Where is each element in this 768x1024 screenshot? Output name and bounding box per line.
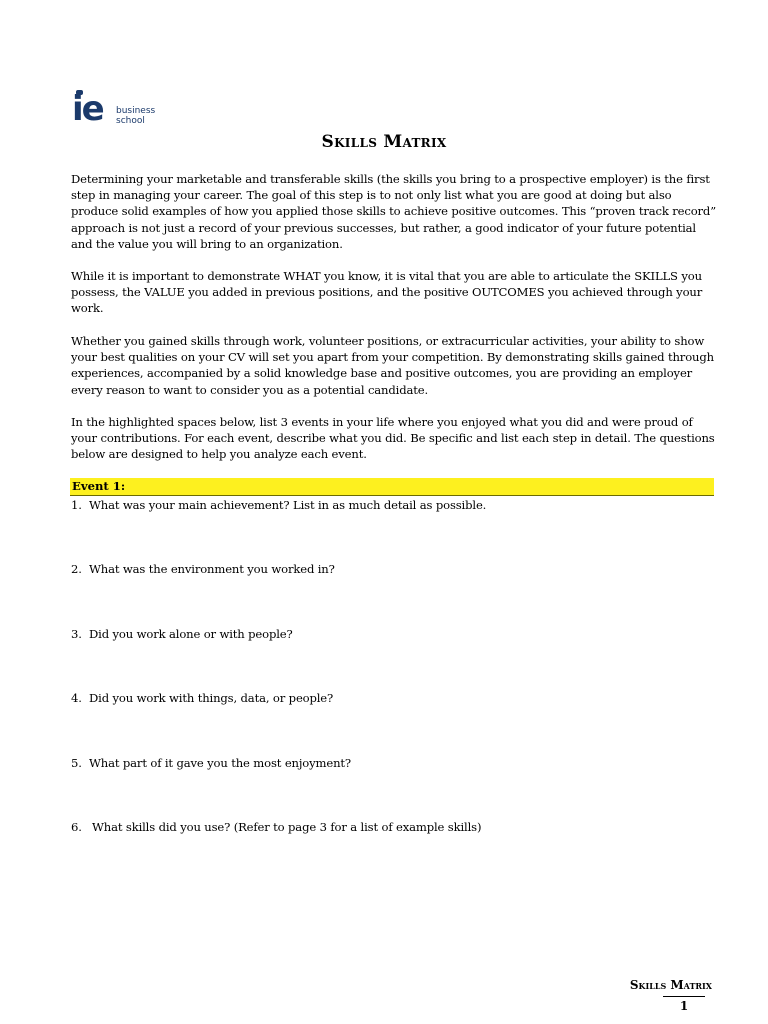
question-3 bbox=[71, 626, 293, 642]
page-title: Skills Matrix bbox=[321, 132, 447, 152]
question-text: Did you work with things, data, or people? bbox=[89, 691, 334, 705]
logo-mark: ie bbox=[72, 89, 103, 129]
logo-wordmark bbox=[116, 106, 155, 126]
question-number: 6. bbox=[71, 820, 82, 834]
question-4 bbox=[71, 690, 333, 706]
event-label: Event 1: bbox=[72, 479, 126, 493]
question-6 bbox=[71, 819, 481, 835]
question-number: 2. bbox=[71, 562, 82, 576]
footer-title: Skills Matrix bbox=[629, 978, 712, 992]
logo-line-2: school bbox=[116, 116, 145, 126]
intro-paragraph-1: Determining your marketable and transferable skills (the skills you bring to a prospective employer) is the first step in managing your career. The goal of this step is to not only list what you are good at doing but also produce solid examples of how you applied those skills to achieve positive outcomes. This “proven track record” approach is not just a record of your previous successes, but rather, a good indicator of your future potential and the value you will bring to an organization. bbox=[71, 172, 716, 251]
question-number: 5. bbox=[71, 756, 82, 770]
question-text: Did you work alone or with people? bbox=[89, 627, 293, 641]
page-number: 1 bbox=[679, 999, 689, 1013]
question-number: 1. bbox=[71, 498, 82, 512]
question-2 bbox=[71, 561, 335, 577]
question-text: What part of it gave you the most enjoyment? bbox=[89, 756, 351, 770]
intro-paragraph-2: While it is important to demonstrate WHAT you know, it is vital that you are able to articulate the SKILLS you possess, the VALUE you added in previous positions, and the positive OUTCOMES you achieved through your work. bbox=[71, 269, 703, 316]
question-text: What was the environment you worked in? bbox=[89, 562, 335, 576]
question-number: 3. bbox=[71, 627, 82, 641]
footer-divider bbox=[663, 996, 705, 997]
question-number: 4. bbox=[71, 691, 82, 705]
logo-line-1: business bbox=[116, 106, 156, 116]
event-highlight-bar[interactable] bbox=[70, 478, 714, 496]
question-1 bbox=[71, 497, 486, 513]
question-text: What skills did you use? (Refer to page 3 for a list of example skills) bbox=[92, 820, 482, 834]
intro-paragraph-3: Whether you gained skills through work, volunteer positions, or extracurricular activities, your ability to show your best qualities on your CV will set you apart from your competition. By demonstrating skills gained through experiences, accompanied by a solid knowledge base and positive outcomes, you are providing an employer every reason to want to consider you as a potential candidate. bbox=[71, 334, 714, 397]
question-5 bbox=[71, 755, 351, 771]
ie-business-school-logo bbox=[72, 90, 172, 130]
intro-paragraph-4: In the highlighted spaces below, list 3 events in your life where you enjoyed what you did and were proud of your contributions. For each event, describe what you did. Be specific and list each step in detail. The questions below are designed to help you analyze each event. bbox=[71, 415, 715, 462]
question-text: What was your main achievement? List in as much detail as possible. bbox=[89, 498, 487, 512]
